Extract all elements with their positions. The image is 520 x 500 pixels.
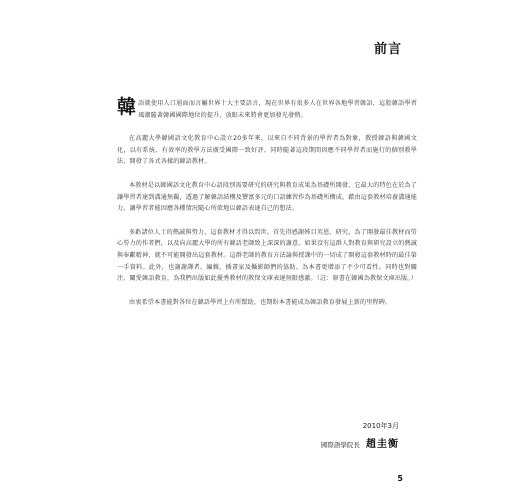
- paragraph-3: 本教材是以韓國語文化教育中心語段別需要研究的研究與教育成果為基礎所開發，它最大的特色在於為了讓學習者達到溝通無礙，透過了解韓語結構及豐富多元的口語練習作為基礎所構成。藉由這套教材培養溝通能力，讓學習者能因應各種情況隨心所欲地以韓語表達自己的想法。: [117, 181, 417, 213]
- paragraph-5: 由衷希望本書能對各位在韓語學習上有所幫助，也期盼本書能成為韓語教育發展上新的里程碑。: [129, 298, 392, 306]
- signer-role: 國際語學院長: [320, 441, 360, 449]
- paragraph-1-text: 語就使用人口層面而言屬世界十大主要語言，現在世界有很多人在世界各地學習韓語，這股韓語學習風潮隨著韓國國際地位的提升，放眼未來將會更加發光發熱。: [138, 100, 417, 119]
- paragraph-4: 多虧諸位人士的熱誠與努力，這套教材才得以問世。首先得感謝姊目英恩、研究，為了開發最佳教材而勞心勞力的作者們，以及向高麗大學的所有韓語老師致上深深的謝意。如果沒有這群人對教育與研究設立的熱誠與奉獻精神，就不可能開發出這套教材。這群老師的教育方法論與授課中的一切成了開發這套教材時的最佳第一手資料。此外，也謝謝譯者、編輯、插畫家及攝影師們的協助。為本書更增添了不少可看性。同時也對關注、關愛韓語教育，為我們出版如此優秀教材的教保文庫表達無限感激。（註：原書在韓國為教保文庫出版。）: [117, 228, 417, 283]
- paragraph-2: 在高麗大學韓國語文化教育中心設立20多年來，以來自不同背景的學習者為對象，教授韓語與韓國文化，以有系統、有效率的教學方法廣受國際一致好評。同時隨著這段期間因應不同學習者而施行的個別教學法，開發了各式各樣的韓語教材。: [117, 135, 417, 166]
- signature-block: [321, 435, 399, 450]
- page-title: 前言: [373, 42, 402, 57]
- page-number: 5: [397, 474, 403, 483]
- dropcap-letter: 韓: [117, 96, 137, 118]
- paragraph-1: [117, 98, 417, 121]
- preface-body: [117, 98, 417, 320]
- signer-name: 趙圭衡: [366, 439, 399, 450]
- preface-date: 2010年3月: [362, 422, 399, 430]
